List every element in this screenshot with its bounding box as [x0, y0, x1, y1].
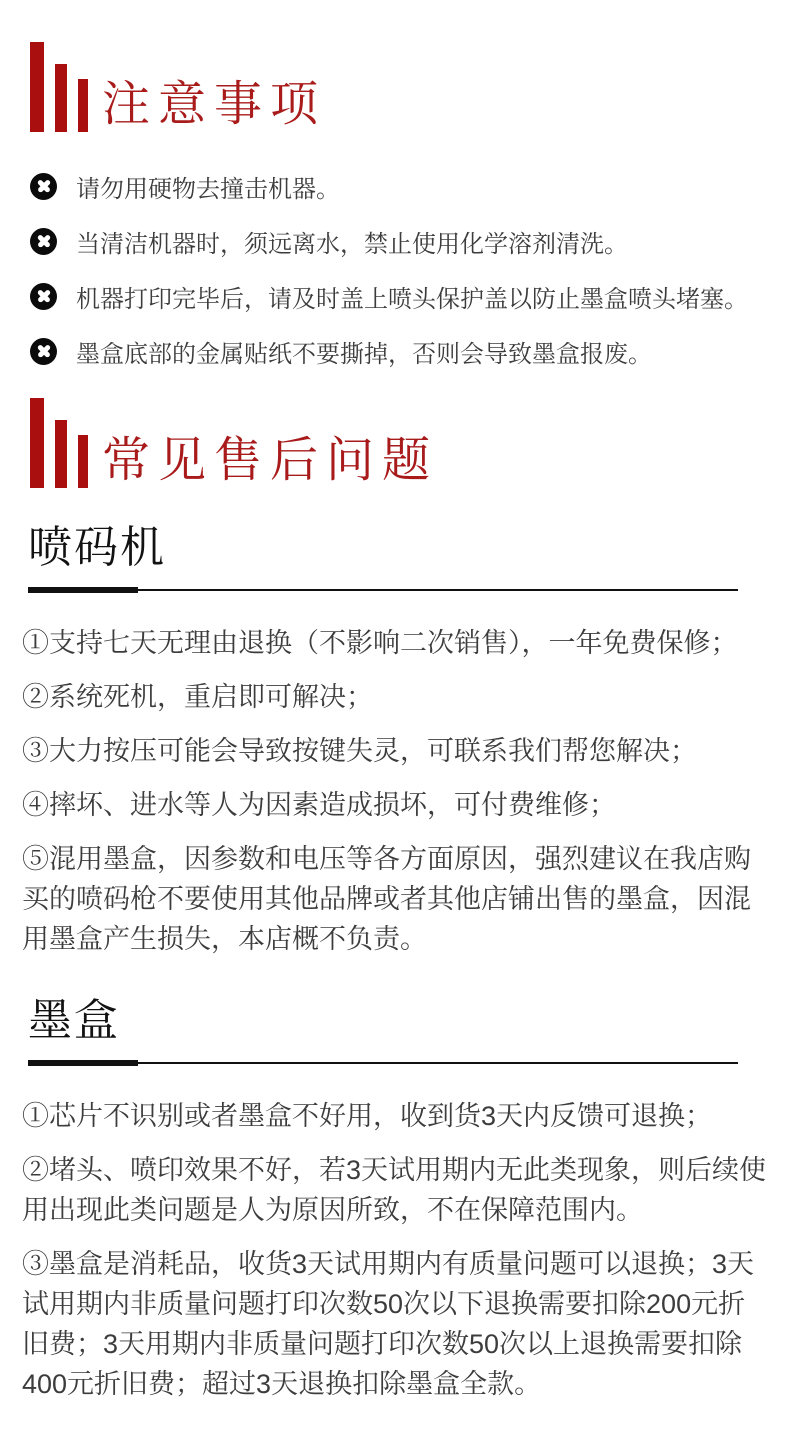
qa-item: ②堵头、喷印效果不好，若3天试用期内无此类现象，则后续使用出现此类问题是人为原因所致，不在保障范围内。: [22, 1155, 767, 1225]
cartridge-underline: [28, 1060, 738, 1066]
notice-item: [30, 227, 770, 258]
notice-item: [30, 337, 770, 368]
circle-x-icon: [30, 338, 57, 365]
qa-item: ①支持七天无理由退换（不影响二次销售），一年免费保修；: [22, 628, 738, 658]
notice-item-text: 机器打印完毕后，请及时盖上喷头保护盖以防止墨盒喷头堵塞。: [76, 285, 748, 313]
three-bars-icon: [30, 398, 88, 488]
printer-subheading: 喷码机: [28, 523, 166, 572]
aftersales-section-title: 常见售后问题: [102, 434, 439, 487]
notice-item-text: 请勿用硬物去撞击机器。: [76, 175, 340, 203]
notice-item-text: 墨盒底部的金属贴纸不要撕掉，否则会导致墨盒报废。: [76, 340, 652, 368]
notice-section-title: 注意事项: [102, 78, 327, 131]
bar-medium: [55, 420, 67, 488]
printer-underline: [28, 587, 738, 593]
aftersales-section-heading: [30, 398, 790, 488]
circle-x-icon: [30, 173, 57, 200]
circle-x-icon: [30, 283, 57, 310]
notice-item-text: 当清洁机器时，须远离水，禁止使用化学溶剂清洗。: [76, 230, 628, 258]
bar-tall: [30, 398, 44, 488]
three-bars-icon: [30, 42, 88, 132]
cartridge-qa-list: [22, 1096, 772, 1404]
qa-item: ①芯片不识别或者墨盒不好用，收到货3天内反馈可退换；: [22, 1101, 713, 1131]
bar-short: [78, 435, 88, 488]
bar-medium: [55, 64, 67, 132]
cartridge-subheading: 墨盒: [28, 996, 120, 1045]
notice-section-heading: [30, 42, 790, 132]
qa-item: ④摔坏、进水等人为因素造成损坏，可付费维修；: [22, 790, 616, 820]
qa-item: ③大力按压可能会导致按键失灵，可联系我们帮您解决；: [22, 736, 697, 766]
printer-qa-list: [22, 623, 772, 959]
notice-item: [30, 282, 770, 313]
circle-x-icon: [30, 228, 57, 255]
qa-item: ②系统死机，重启即可解决；: [22, 682, 373, 712]
notice-item: [30, 172, 770, 203]
bar-short: [78, 79, 88, 132]
underline-thick-segment: [28, 587, 138, 593]
qa-item: ⑤混用墨盒，因参数和电压等各方面原因，强烈建议在我店购买的喷码枪不要使用其他品牌或者其他店铺出售的墨盒，因混用墨盒产生损失，本店概不负责。: [22, 844, 751, 954]
qa-item: ③墨盒是消耗品，收货3天试用期内有质量问题可以退换；3天试用期内非质量问题打印次数50次以下退换需要扣除200元折旧费；3天用期内非质量问题打印次数50次以上退换需要扣除400元折旧费；超过3天退换扣除墨盒全款。: [22, 1249, 755, 1399]
bar-tall: [30, 42, 44, 132]
notice-list: [30, 172, 770, 368]
underline-thick-segment: [28, 1060, 138, 1066]
